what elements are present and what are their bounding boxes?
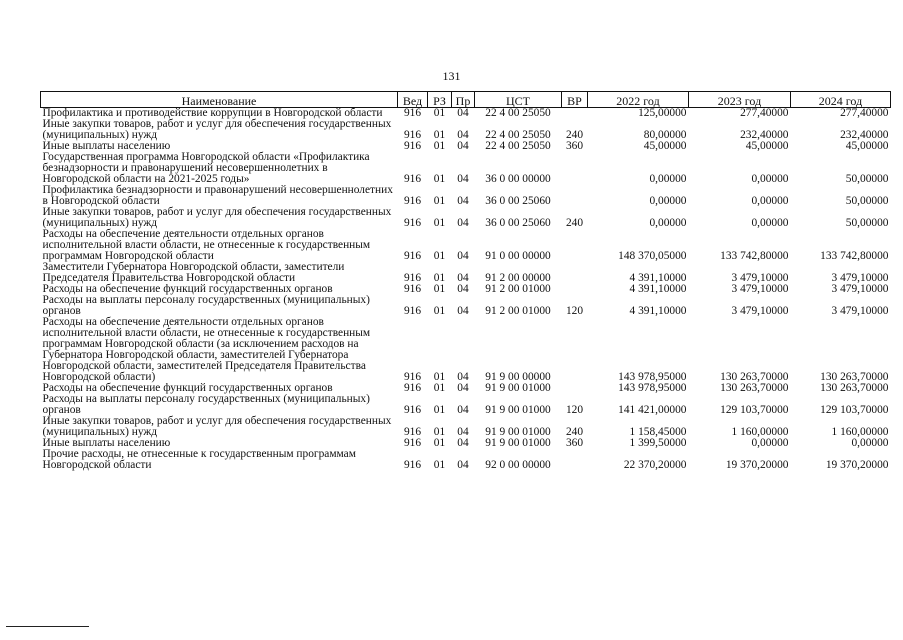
row-vr: 240 <box>565 129 584 141</box>
row-pr: 04 <box>457 283 469 295</box>
row-value-2023: 0,00000 <box>751 217 789 229</box>
row-value-2022: 22 370,20000 <box>623 459 687 471</box>
row-name: Государственная программа Новгородской области «Профилактика безнадзорности и правонарушений несовершеннолетних в Новгородской области на 2021-2025 годы» <box>42 151 370 185</box>
table-row <box>41 394 891 416</box>
row-ved: 916 <box>403 173 422 185</box>
row-value-2023: 3 479,10000 <box>731 272 789 284</box>
row-value-2023: 1 160,00000 <box>731 426 789 438</box>
row-ved: 916 <box>403 195 422 207</box>
row-value-2022: 80,00000 <box>643 129 687 141</box>
row-pr: 04 <box>457 305 469 317</box>
row-value-2022: 1 158,45000 <box>629 426 687 438</box>
row-cst: 91 0 00 00000 <box>485 250 551 262</box>
header-ved: Вед <box>398 92 428 108</box>
row-ved: 916 <box>403 459 422 471</box>
row-name: Заместители Губернатора Новгородской области, заместители Председателя Правительства Новгородской области <box>42 261 345 284</box>
row-value-2023: 19 370,20000 <box>725 459 789 471</box>
row-value-2022: 148 370,05000 <box>618 250 687 262</box>
row-value-2022: 0,00000 <box>649 173 687 185</box>
row-pr: 04 <box>457 129 469 141</box>
row-ved: 916 <box>403 217 422 229</box>
row-value-2023: 3 479,10000 <box>731 283 789 295</box>
table-row <box>41 262 891 284</box>
row-value-2024: 50,00000 <box>845 217 889 229</box>
row-value-2022: 143 978,95000 <box>618 371 687 383</box>
row-value-2023: 277,40000 <box>740 107 789 119</box>
row-name: Расходы на обеспечение деятельности отдельных органов исполнительной власти области, не отнесенные к государственным программам Новгородской области (за исключением расходов на Губернатора Новгородской области, заместителей Губернатора Новгородской области, заместителей Председателя Правительства Новгородской области) <box>42 316 371 383</box>
row-name: Иные выплаты населению <box>42 140 171 152</box>
row-rz: 01 <box>433 173 446 185</box>
page-number: 131 <box>442 69 461 83</box>
row-cst: 22 4 00 25050 <box>485 107 551 119</box>
row-pr: 04 <box>457 195 469 207</box>
row-name: Расходы на обеспечение деятельности отдельных органов исполнительной власти области, не отнесенные к государственным программам Новгородской области <box>42 228 371 262</box>
row-cst: 91 9 00 01000 <box>485 382 551 394</box>
row-name: Иные закупки товаров, работ и услуг для обеспечения государственных (муниципальных) нужд <box>42 415 392 438</box>
row-value-2024: 50,00000 <box>845 195 889 207</box>
row-cst: 36 0 00 25060 <box>485 217 551 229</box>
row-value-2024: 277,40000 <box>840 107 889 119</box>
row-vr: 360 <box>565 437 584 449</box>
row-value-2023: 45,00000 <box>745 140 789 152</box>
table-row <box>41 295 891 317</box>
row-value-2023: 130 263,70000 <box>720 371 789 383</box>
row-value-2024: 232,40000 <box>840 129 889 141</box>
row-value-2022: 45,00000 <box>643 140 687 152</box>
header-year-2023: 2023 год <box>689 92 791 108</box>
row-value-2022: 0,00000 <box>649 217 687 229</box>
row-pr: 04 <box>457 173 469 185</box>
row-cst: 91 2 00 00000 <box>485 272 551 284</box>
row-ved: 916 <box>403 129 422 141</box>
row-value-2023: 0,00000 <box>751 173 789 185</box>
row-name: Профилактика безнадзорности и правонарушений несовершеннолетних в Новгородской области <box>42 184 393 207</box>
row-value-2024: 129 103,70000 <box>820 404 889 416</box>
row-rz: 01 <box>433 272 446 284</box>
row-ved: 916 <box>403 382 422 394</box>
row-value-2024: 3 479,10000 <box>831 305 889 317</box>
row-vr: 240 <box>565 217 584 229</box>
row-ved: 916 <box>403 437 422 449</box>
row-name: Прочие расходы, не отнесенные к государственным программам Новгородской области <box>42 448 356 471</box>
row-pr: 04 <box>457 459 469 471</box>
row-name: Иные закупки товаров, работ и услуг для обеспечения государственных (муниципальных) нужд <box>42 206 392 229</box>
row-rz: 01 <box>433 437 446 449</box>
table-header <box>41 92 891 108</box>
row-pr: 04 <box>457 426 469 438</box>
row-cst: 22 4 00 25050 <box>485 129 551 141</box>
budget-table-container <box>40 91 890 471</box>
row-pr: 04 <box>457 371 469 383</box>
row-value-2023: 232,40000 <box>740 129 789 141</box>
row-ved: 916 <box>403 140 422 152</box>
row-vr: 120 <box>565 305 584 317</box>
row-rz: 01 <box>433 250 446 262</box>
header-year-2024: 2024 год <box>791 92 891 108</box>
row-cst: 36 0 00 25060 <box>485 195 551 207</box>
row-vr <box>562 449 588 471</box>
header-rz: РЗ <box>428 92 452 108</box>
row-ved: 916 <box>403 305 422 317</box>
row-rz: 01 <box>433 382 446 394</box>
row-vr <box>562 262 588 284</box>
row-value-2024: 0,00000 <box>851 437 889 449</box>
row-rz: 01 <box>433 404 446 416</box>
row-value-2023: 3 479,10000 <box>731 305 789 317</box>
row-value-2023: 133 742,80000 <box>720 250 789 262</box>
table-row <box>41 449 891 471</box>
table-row <box>41 317 891 383</box>
row-rz: 01 <box>433 283 446 295</box>
row-vr <box>562 229 588 262</box>
row-rz: 01 <box>433 140 446 152</box>
row-value-2022: 141 421,00000 <box>618 404 687 416</box>
table-row <box>41 229 891 262</box>
row-vr <box>562 284 588 295</box>
row-name: Расходы на выплаты персоналу государственных (муниципальных) органов <box>42 294 370 317</box>
header-cst: ЦСТ <box>475 92 562 108</box>
row-rz: 01 <box>433 371 446 383</box>
row-pr: 04 <box>457 272 469 284</box>
row-value-2022: 0,00000 <box>649 195 687 207</box>
row-name: Расходы на выплаты персоналу государственных (муниципальных) органов <box>42 393 370 416</box>
table-row <box>41 207 891 229</box>
row-vr <box>562 185 588 207</box>
row-cst: 91 9 00 01000 <box>485 426 551 438</box>
row-name: Расходы на обеспечение функций государственных органов <box>42 283 333 295</box>
header-name: Наименование <box>41 92 398 108</box>
budget-table <box>40 91 891 471</box>
row-value-2024: 50,00000 <box>845 173 889 185</box>
row-ved: 916 <box>403 272 422 284</box>
row-value-2023: 0,00000 <box>751 195 789 207</box>
row-pr: 04 <box>457 382 469 394</box>
row-vr <box>562 108 588 120</box>
row-value-2024: 19 370,20000 <box>825 459 889 471</box>
row-value-2024: 45,00000 <box>845 140 889 152</box>
row-cst: 91 2 00 01000 <box>485 283 551 295</box>
row-name: Иные закупки товаров, работ и услуг для обеспечения государственных (муниципальных) нужд <box>42 118 392 141</box>
header-year-2022: 2022 год <box>588 92 689 108</box>
row-name: Профилактика и противодействие коррупции в Новгородской области <box>42 107 383 119</box>
row-name: Расходы на обеспечение функций государственных органов <box>42 382 333 394</box>
row-cst: 91 2 00 01000 <box>485 305 551 317</box>
row-value-2024: 1 160,00000 <box>831 426 889 438</box>
row-ved: 916 <box>403 371 422 383</box>
row-rz: 01 <box>433 426 446 438</box>
row-vr <box>562 383 588 394</box>
footnote-separator <box>6 626 89 627</box>
row-cst: 91 9 00 01000 <box>485 404 551 416</box>
row-value-2024: 130 263,70000 <box>820 371 889 383</box>
table-row <box>41 185 891 207</box>
row-rz: 01 <box>433 129 446 141</box>
row-ved: 916 <box>403 426 422 438</box>
row-rz: 01 <box>433 459 446 471</box>
row-pr: 04 <box>457 404 469 416</box>
table-body <box>41 108 891 472</box>
row-pr: 04 <box>457 107 469 119</box>
table-row <box>41 152 891 185</box>
row-rz: 01 <box>433 217 446 229</box>
row-cst: 36 0 00 00000 <box>485 173 551 185</box>
row-name: Иные выплаты населению <box>42 437 171 449</box>
row-value-2024: 3 479,10000 <box>831 272 889 284</box>
row-value-2023: 0,00000 <box>751 437 789 449</box>
row-pr: 04 <box>457 437 469 449</box>
row-ved: 916 <box>403 283 422 295</box>
row-vr: 240 <box>565 426 584 438</box>
row-value-2022: 4 391,10000 <box>629 272 687 284</box>
row-rz: 01 <box>433 195 446 207</box>
row-cst: 92 0 00 00000 <box>485 459 551 471</box>
row-value-2024: 133 742,80000 <box>820 250 889 262</box>
row-ved: 916 <box>403 250 422 262</box>
row-value-2022: 4 391,10000 <box>629 305 687 317</box>
row-vr <box>562 152 588 185</box>
row-rz: 01 <box>433 305 446 317</box>
row-rz: 01 <box>433 107 446 119</box>
header-pr: Пр <box>452 92 475 108</box>
row-cst: 22 4 00 25050 <box>485 140 551 152</box>
row-vr: 360 <box>565 140 584 152</box>
row-value-2023: 129 103,70000 <box>720 404 789 416</box>
row-value-2022: 1 399,50000 <box>629 437 687 449</box>
row-value-2024: 3 479,10000 <box>831 283 889 295</box>
header-vr: ВР <box>562 92 588 108</box>
row-value-2022: 125,00000 <box>638 107 687 119</box>
row-ved: 916 <box>403 404 422 416</box>
row-vr <box>562 317 588 383</box>
row-value-2022: 143 978,95000 <box>618 382 687 394</box>
row-cst: 91 9 00 01000 <box>485 437 551 449</box>
row-pr: 04 <box>457 140 469 152</box>
row-ved: 916 <box>403 107 422 119</box>
row-value-2022: 4 391,10000 <box>629 283 687 295</box>
table-row <box>41 119 891 141</box>
table-row <box>41 416 891 438</box>
row-vr: 120 <box>565 404 584 416</box>
row-value-2024: 130 263,70000 <box>820 382 889 394</box>
row-cst: 91 9 00 00000 <box>485 371 551 383</box>
row-value-2023: 130 263,70000 <box>720 382 789 394</box>
row-pr: 04 <box>457 217 469 229</box>
row-pr: 04 <box>457 250 469 262</box>
